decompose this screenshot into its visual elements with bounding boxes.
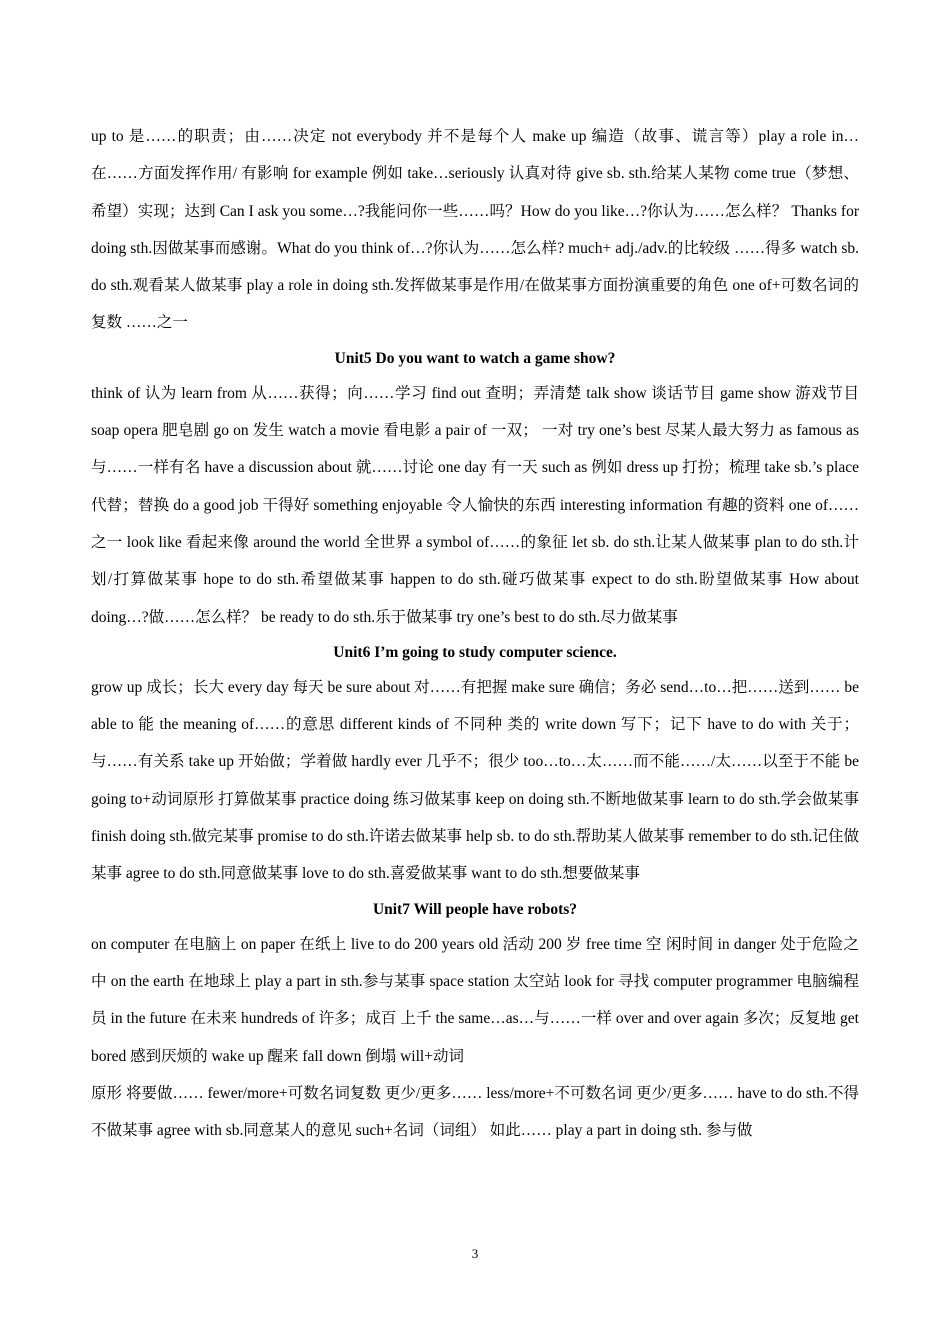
unit5-heading: Unit5 Do you want to watch a game show? xyxy=(334,349,616,367)
unit5-section xyxy=(91,342,859,636)
unit7-paragraph: on computer 在电脑上 on paper 在纸上 live to do 200 years old 活动 200 岁 free time 空 闲时间 in danger 处于危险之中 on the earth 在地球上 play a part in sth.参与某事 space station 太空站 look for 寻找 computer programmer 电脑编程员 in the future 在未来 hundreds of 许多；成百 上千 the same…as…与……一样 over and over again 多次；反复地 get bored 感到厌烦的 wake up 醒来 fall down 倒塌 will+动词 xyxy=(91,935,859,1065)
unit7-heading: Unit7 Will people have robots? xyxy=(372,900,578,918)
unit6-section xyxy=(91,636,859,893)
unit7-section xyxy=(91,893,859,1150)
intro-paragraph: up to 是……的职责；由……决定 not everybody 并不是每个人 make up 编造（故事、谎言等）play a role in…在……方面发挥作用/ 有影响 for example 例如 take…seriously 认真对待 give sb. sth.给某人某物 come true（梦想、希望）实现；达到 Can I ask you some…?我能问你一些……吗？How do you like…?你认为……怎么样？ Thanks for doing sth.因做某事而感谢。What do you think of…?你认为……怎么样? much+ adj./adv.的比较级 ……得多 watch sb. do sth.观看某人做某事 play a role in doing sth.发挥做某事是作用/在做某事方面扮演重要的角色 one of+可数名词的复数 ……之一 xyxy=(91,128,859,332)
unit5-paragraph: think of 认为 learn from 从……获得；向……学习 find out 查明；弄清楚 talk show 谈话节目 game show 游戏节目 soap opera 肥皂剧 go on 发生 watch a movie 看电影 a pair of 一双； 一对 try one’s best 尽某人最大努力 as famous as 与……一样有名 have a discussion about 就……讨论 one day 有一天 such as 例如 dress up 打扮；梳理 take sb.’s place 代替；替换 do a good job 干得好 something enjoyable 令人愉快的东西 interesting information 有趣的资料 one of……之一 look like 看起来像 around the world 全世界 a symbol of……的象征 let sb. do sth.让某人做某事 plan to do sth.计划/打算做某事 hope to do sth.希望做某事 happen to do sth.碰巧做某事 expect to do sth.盼望做某事 How about doing…?做……怎么样？ be ready to do sth.乐于做某事 try one’s best to do sth.尽力做某事 xyxy=(91,384,859,626)
page-number: 3 xyxy=(471,1246,479,1261)
unit6-paragraph: grow up 成长；长大 every day 每天 be sure about 对……有把握 make sure 确信；务必 send…to…把……送到…… be able to 能 the meaning of……的意思 different kinds of 不同种 类的 write down 写下；记下 have to do with 关于；与……有关系 take up 开始做；学着做 hardly ever 几乎不；很少 too…to…太……而不能……/太……以至于不能 be going to+动词原形 打算做某事 practice doing 练习做某事 keep on doing sth.不断地做某事 learn to do sth.学会做某事 finish doing sth.做完某事 promise to do sth.许诺去做某事 help sb. to do sth.帮助某人做某事 remember to do sth.记住做某事 agree to do sth.同意做某事 love to do sth.喜爱做某事 want to do sth.想要做某事 xyxy=(91,678,859,883)
unit7-paragraph-continued: 原形 将要做…… fewer/more+可数名词复数 更少/更多…… less/more+不可数名词 更少/更多…… have to do sth.不得不做某事 agree with sb.同意某人的意见 such+名词（词组） 如此…… play a part in doing sth. 参与做 xyxy=(91,1084,859,1140)
unit6-heading: Unit6 I’m going to study computer science. xyxy=(333,643,617,661)
document-page xyxy=(91,118,859,1149)
